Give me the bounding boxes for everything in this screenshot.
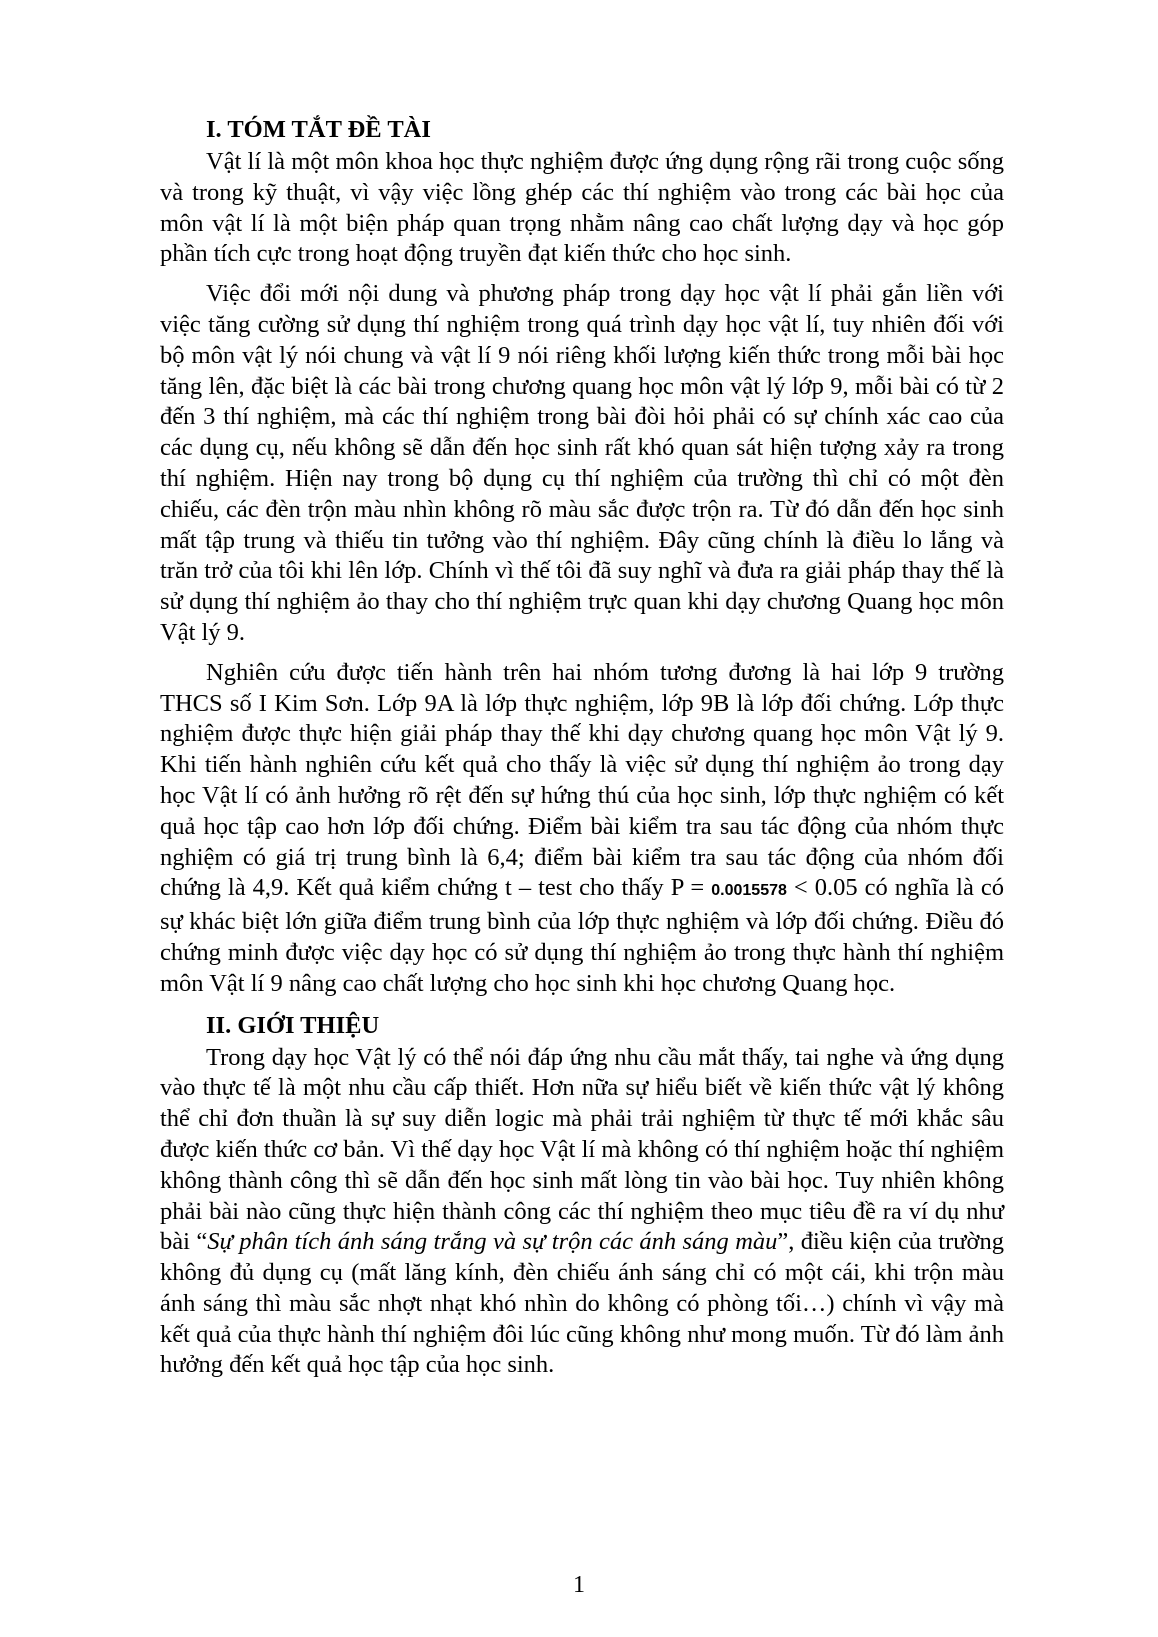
introduction-paragraph-1-text-b: ”, điều kiện của trường không đủ dụng cụ (mất lăng kính, đèn chiếu ánh sáng chỉ có một cái, khi trộn màu ánh sáng thì màu sắc nhợt nhạt khó nhìn do không có phòng tối…) chính vì vậy mà kết quả của thực hành thí nghiệm đôi lúc cũng không như mong muốn. Từ đó làm ảnh hưởng đến kết quả học tập của học sinh. <box>160 1228 1004 1379</box>
section-heading-introduction: II. GIỚI THIỆU <box>206 1011 380 1039</box>
p-value: 0.0015578 <box>711 882 787 900</box>
lesson-title: Sự phân tích ánh sáng trắng và sự trộn các ánh sáng màu <box>207 1228 778 1256</box>
summary-paragraph-2: Việc đổi mới nội dung và phương pháp trong dạy học vật lí phải gắn liền với việc tăng cường sử dụng thí nghiệm trong quá trình dạy học vật lí, tuy nhiên đối với bộ môn vật lý nói chung và vật lí 9 nói riêng khối lượng kiến thức trong mỗi bài học tăng lên, đặc biệt là các bài trong chương quang học môn vật lý lớp 9, mỗi bài có từ 2 đến 3 thí nghiệm, mà các thí nghiệm trong bài đòi hỏi phải có sự chính xác cao của các dụng cụ, nếu không sẽ dẫn đến học sinh rất khó quan sát hiện tượng xảy ra trong thí nghiệm. Hiện nay trong bộ dụng cụ thí nghiệm của trường thì chỉ có một đèn chiếu, các đèn trộn màu nhìn không rõ màu sắc được trộn ra. Từ đó dẫn đến học sinh mất tập trung và thiếu tin tưởng vào thí nghiệm. Đây cũng chính là điều lo lắng và trăn trở của tôi khi lên lớp. Chính vì thế tôi đã suy nghĩ và đưa ra giải pháp thay thế là sử dụng thí nghiệm ảo thay cho thí nghiệm trực quan khi dạy chương Quang học môn Vật lý 9. <box>160 280 1004 646</box>
page-number: 1 <box>573 1572 585 1598</box>
introduction-paragraph-1-text-a: Trong dạy học Vật lý có thể nói đáp ứng nhu cầu mắt thấy, tai nghe và ứng dụng vào thực tế là một nhu cầu cấp thiết. Hơn nữa sự hiểu biết về kiến thức vật lý không thể chỉ đơn thuần là sự suy diễn logic mà phải trải nghiệm từ thực tế mới khắc sâu được kiến thức cơ bản. Vì thế dạy học Vật lí mà không có thí nghiệm hoặc thí nghiệm không thành công thì sẽ dẫn đến học sinh mất lòng tin vào bài học. Tuy nhiên không phải bài nào cũng thực hiện thành công các thí nghiệm theo mục tiêu đề ra ví dụ như bài “ <box>160 1043 1004 1256</box>
section-heading-summary: I. TÓM TẮT ĐỀ TÀI <box>206 116 431 143</box>
introduction-paragraph-1 <box>160 1043 1004 1382</box>
summary-paragraph-3-text-b: < 0.05 có nghĩa là có sự khác biệt lớn giữa điểm trung bình của lớp thực nghiệm và lớp đối chứng. Điều đó chứng minh được việc dạy học có sử dụng thí nghiệm ảo trong thực hành thí nghiệm môn Vật lí 9 nâng cao chất lượng cho học sinh khi học chương Quang học. <box>160 874 1004 997</box>
summary-paragraph-3 <box>160 658 1004 1000</box>
summary-paragraph-1: Vật lí là một môn khoa học thực nghiệm được ứng dụng rộng rãi trong cuộc sống và trong kỹ thuật, vì vậy việc lồng ghép các thí nghiệm vào trong các bài học của môn vật lí là một biện pháp quan trọng nhằm nâng cao chất lượng dạy và học góp phần tích cực trong hoạt động truyền đạt kiến thức cho học sinh. <box>160 148 1004 268</box>
page-content <box>160 113 1004 1390</box>
summary-paragraph-3-text-a: Nghiên cứu được tiến hành trên hai nhóm tương đương là hai lớp 9 trường THCS số I Kim Sơn. Lớp 9A là lớp thực nghiệm, lớp 9B là lớp đối chứng. Lớp thực nghiệm được thực hiện giải pháp thay thế khi dạy chương quang học môn Vật lý 9. Khi tiến hành nghiên cứu kết quả cho thấy là việc sử dụng thí nghiệm ảo trong dạy học Vật lí có ảnh hưởng rõ rệt đến sự hứng thú của học sinh, lớp thực nghiệm có kết quả học tập cao hơn lớp đối chứng. Điểm bài kiểm tra sau tác động của nhóm thực nghiệm có giá trị trung bình là 6,4; điểm bài kiểm tra sau tác động của nhóm đối chứng là 4,9. Kết quả kiểm chứng t – test cho thấy P = <box>160 658 1004 902</box>
